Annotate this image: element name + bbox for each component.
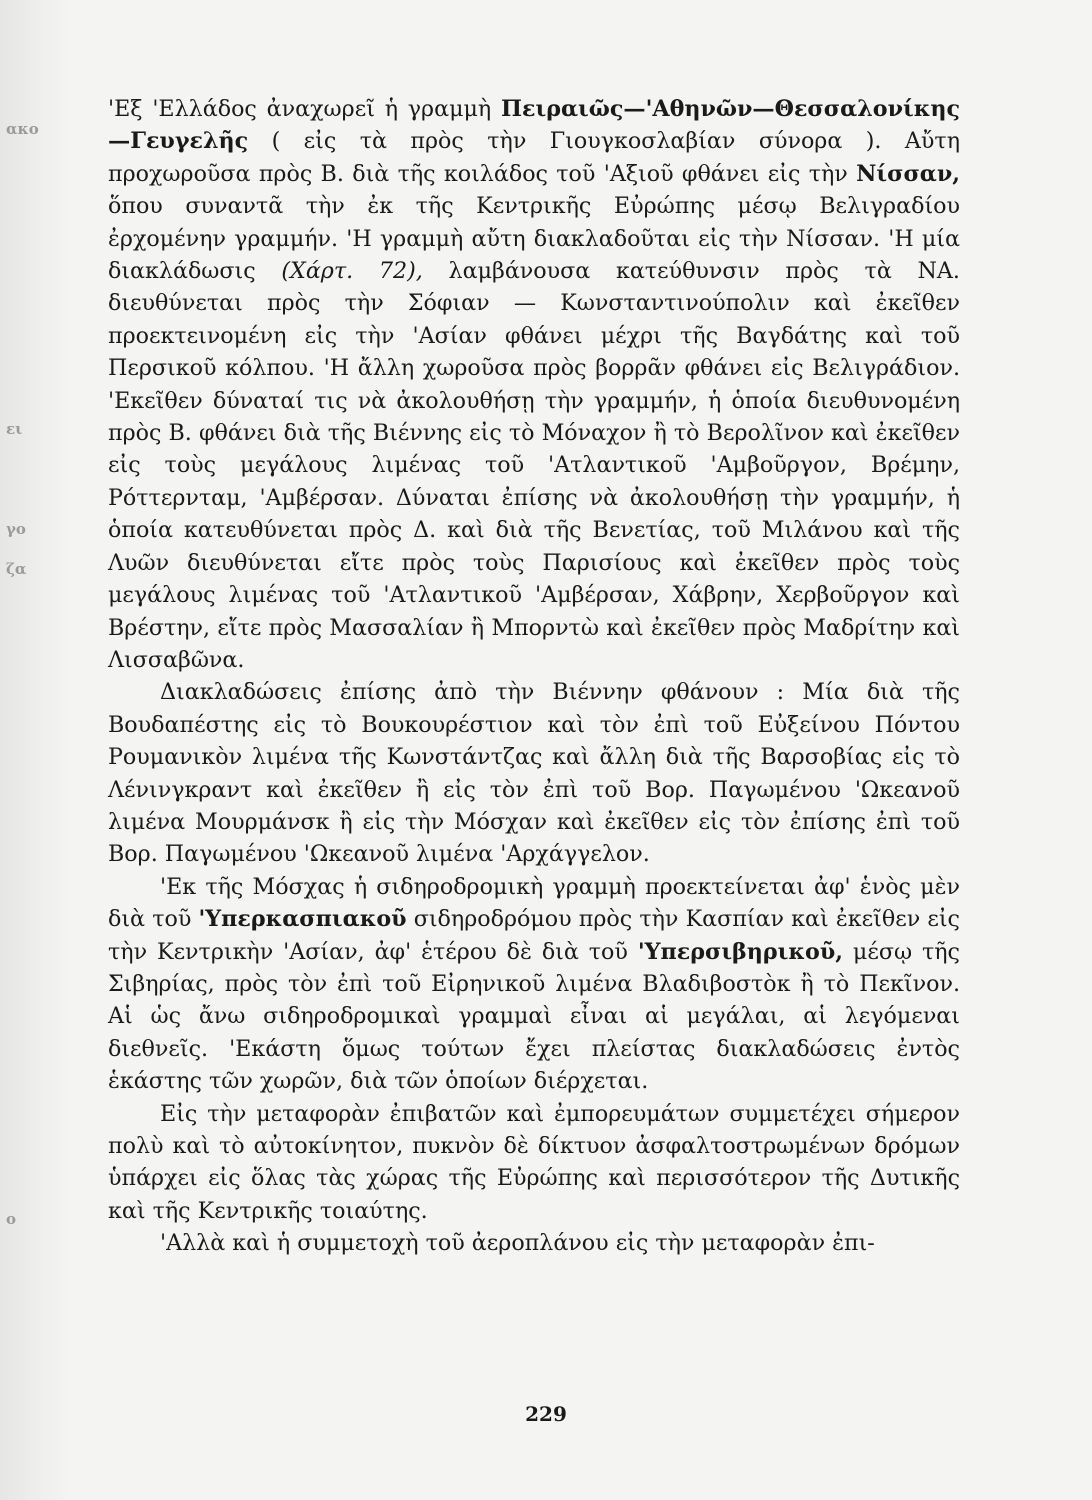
margin-mark: γο — [6, 520, 26, 538]
margin-mark: ει — [6, 420, 23, 438]
page-number: 229 — [525, 1402, 567, 1426]
text-run: Διακλαδώσεις ἐπίσης ἀπὸ τὴν Βιέννην φθάνουν : Μία διὰ τῆς Βουδαπέστης εἰς τὸ Βουκουρέστιον καὶ τὸν ἐπὶ τοῦ Εὐξείνου Πόντου Ρουμανικὸν λιμένα τῆς Κωνστάντζας καὶ ἄλλη διὰ τῆς Βαρσοβίας εἰς τὸ Λένινγκραντ καὶ ἐκεῖθεν ἢ εἰς τὸν ἐπὶ τοῦ Βορ. Παγωμένου 'Ωκεανοῦ λιμένα Μουρμάνσκ ἢ εἰς τὴν Μόσχαν καὶ ἐκεῖθεν εἰς τὸν ἐπίσης ἐπὶ τοῦ Βορ. Παγωμένου 'Ωκεανοῦ λιμένα 'Αρχάγγελον. — [108, 679, 960, 868]
text-run: Εἰς τὴν μεταφορὰν ἐπιβατῶν καὶ ἐμπορευμάτων συμμετέχει σήμερον πολὺ καὶ τὸ αὐτοκίνητον, πυκνὸν δὲ δίκτυον ἀσφαλτοστρωμένων δρόμων ὑπάρχει εἰς ὅλας τὰς χώρας τῆς Εὐρώπης καὶ περισσότερον τῆς Δυτικῆς καὶ τῆς Κεντρικῆς τοιαύτης. — [108, 1100, 960, 1224]
bold-term: 'Υπερσιβηρικοῦ, — [637, 938, 843, 965]
text-run: 'Εκ τῆς Μόσχας ἡ σιδηροδρομικὴ γραμμὴ προεκτείνεται ἀφ' ἑνὸς μὲν διὰ τοῦ — [108, 873, 960, 933]
map-reference: (Χάρτ. 72), — [281, 258, 423, 285]
bold-term: Πειραιῶς—'Αθηνῶν—Θεσσαλονίκης—Γευγελῆς — [108, 96, 960, 155]
text-run: λαμβάνουσα κατεύθυνσιν πρὸς τὰ ΝΑ. διευθύνεται πρὸς τὴν Σόφιαν — Κωνσταντινούπολιν καὶ ἐκεῖθεν προεκτεινομένη εἰς τὴν 'Ασίαν φθάνει μέχρι τῆς Βαγδάτης καὶ τοῦ Περσικοῦ κόλπου. 'Η ἄλλη χωροῦσα πρὸς βορρᾶν φθάνει εἰς Βελιγράδιον. 'Εκεῖθεν δύναταί τις νὰ ἀκολουθήσῃ τὴν γραμμήν, ἡ ὁποία διευθυνομένη πρὸς Β. φθάνει διὰ τῆς Βιέννης εἰς τὸ Μόναχον ἢ τὸ Βερολῖνον καὶ ἐκεῖθεν εἰς τοὺς μεγάλους λιμένας τοῦ 'Ατλαντικοῦ 'Αμβοῦργον, Βρέμην, Ρόττερνταμ, 'Αμβέρσαν. Δύναται ἐπίσης νὰ ἀκολουθήσῃ τὴν γραμμήν, ἡ ὁποία κατευθύνεται πρὸς Δ. καὶ διὰ τῆς Βενετίας, τοῦ Μιλάνου καὶ τῆς Λυῶν διευθύνεται εἴτε πρὸς τοὺς Παρισίους καὶ ἐκεῖθεν πρὸς τοὺς μεγάλους λιμένας τοῦ 'Ατλαντικοῦ 'Αμβέρσαν, Χάβρην, Χερβοῦργον καὶ Βρέστην, εἴτε πρὸς Μασσαλίαν ἢ Μπορντὼ καὶ ἐκεῖθεν πρὸς Μαδρίτην καὶ Λισσαβῶνα. — [108, 258, 960, 673]
text-run: ὅπου συναντᾶ τὴν ἐκ τῆς Κεντρικῆς Εὐρώπης μέσῳ Βελιγραδίου ἐρχομένην γραμμήν. 'Η γραμμὴ αὔτη διακλαδοῦται εἰς τὴν Νίσσαν. 'Η μία διακλάδωσις — [108, 193, 960, 285]
paragraph — [108, 676, 960, 870]
paragraph — [108, 871, 960, 1098]
text-run: μέσῳ τῆς Σιβηρίας, πρὸς τὸν ἐπὶ τοῦ Εἰρηνικοῦ λιμένα Βλαδιβοστὸκ ἢ τὸ Πεκῖνον. Αἱ ὡς ἄνω σιδηροδρομικαὶ γραμμαὶ εἶναι αἱ μεγάλαι, αἱ λεγόμεναι διεθνεῖς. 'Εκάστη ὅμως τούτων ἔχει πλείστας διακλαδώσεις ἐντὸς ἑκάστης τῶν χωρῶν, διὰ τῶν ὁποίων διέρχεται. — [108, 938, 960, 1095]
paragraph — [108, 93, 960, 676]
bold-term: Νίσσαν, — [856, 160, 960, 187]
text-run: σιδηροδρόμου πρὸς τὴν Κασπίαν καὶ ἐκεῖθεν εἰς τὴν Κεντρικὴν 'Ασίαν, ἀφ' ἑτέρου δὲ διὰ τοῦ — [108, 906, 960, 965]
paragraph — [108, 1098, 960, 1228]
text-run: 'Εξ 'Ελλάδος ἀναχωρεῖ ἡ γραμμὴ — [108, 96, 502, 122]
body-text — [108, 93, 960, 1260]
paragraph — [108, 1227, 960, 1259]
adjacent-page-edge — [0, 0, 70, 1500]
text-run: 'Αλλὰ καὶ ἡ συμμετοχὴ τοῦ ἀεροπλάνου εἰς τὴν μεταφορὰν ἐπι- — [160, 1230, 875, 1257]
margin-mark: ο — [6, 1210, 17, 1228]
text-run: ( εἰς τὰ πρὸς τὴν Γιουγκοσλαβίαν σύνορα ). Αὔτη προχωροῦσα πρὸς Β. διὰ τῆς κοιλάδος τοῦ 'Αξιοῦ φθάνει εἰς τὴν — [108, 128, 960, 187]
margin-mark: ακο — [6, 120, 39, 138]
bold-term: 'Υπερκασπιακοῦ — [198, 906, 407, 933]
margin-mark: ζα — [6, 560, 27, 578]
